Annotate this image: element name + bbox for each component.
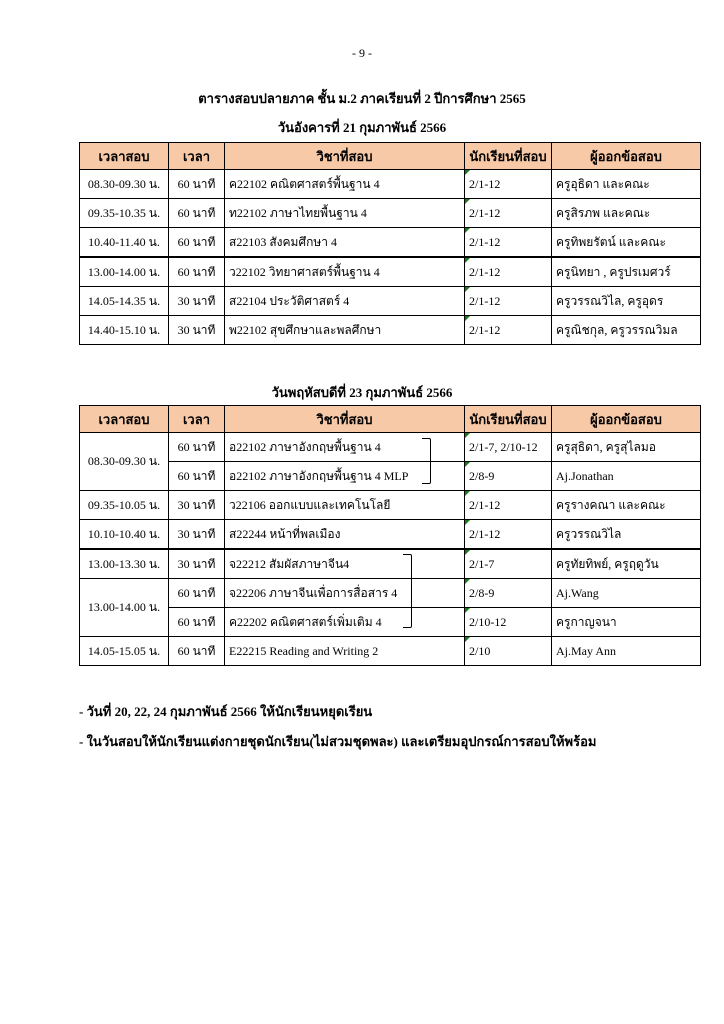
duration: 60 นาที bbox=[169, 170, 225, 199]
students: 2/1-12 bbox=[465, 228, 552, 258]
duration: 30 นาที bbox=[169, 520, 225, 550]
table-row bbox=[80, 228, 701, 258]
exam-time: 14.05-14.35 น. bbox=[80, 287, 169, 316]
subject: อ22102 ภาษาอังกฤษพื้นฐาน 4 bbox=[225, 433, 465, 462]
students: 2/1-12 bbox=[465, 170, 552, 199]
exam-time: 08.30-09.30 น. bbox=[80, 433, 169, 491]
header-examiner: ผู้ออกข้อสอบ bbox=[552, 143, 701, 170]
table-row bbox=[80, 608, 701, 637]
examiner: ครูนิทยา , ครูปรเมศวร์ bbox=[552, 257, 701, 287]
table-row bbox=[80, 257, 701, 287]
table-row bbox=[80, 287, 701, 316]
table-row bbox=[80, 549, 701, 579]
header-exam-time: เวลาสอบ bbox=[80, 143, 169, 170]
duration: 30 นาที bbox=[169, 287, 225, 316]
students: 2/1-7, 2/10-12 bbox=[465, 433, 552, 462]
subject: ว22102 วิทยาศาสตร์พื้นฐาน 4 bbox=[225, 257, 465, 287]
header-exam-time: เวลาสอบ bbox=[80, 406, 169, 433]
subject: ส22104 ประวัติศาสตร์ 4 bbox=[225, 287, 465, 316]
students: 2/1-12 bbox=[465, 316, 552, 345]
table-row bbox=[80, 462, 701, 491]
duration: 60 นาที bbox=[169, 257, 225, 287]
page-number: - 9 - bbox=[352, 46, 372, 60]
day2-table bbox=[79, 405, 701, 666]
exam-time: 09.35-10.05 น. bbox=[80, 491, 169, 520]
exam-time: 10.40-11.40 น. bbox=[80, 228, 169, 258]
header-subject: วิชาที่สอบ bbox=[225, 143, 465, 170]
examiner: ครูรางคณา และคณะ bbox=[552, 491, 701, 520]
table-row bbox=[80, 579, 701, 608]
students: 2/1-12 bbox=[465, 520, 552, 550]
table-row bbox=[80, 316, 701, 345]
note-uniform: - ในวันสอบให้นักเรียนแต่งกายชุดนักเรียน(ไม่สวมชุดพละ) และเตรียมอุปกรณ์การสอบให้พร้อม bbox=[79, 734, 597, 749]
subject: จ22212 สัมผัสภาษาจีน4 bbox=[225, 549, 465, 579]
header-duration: เวลา bbox=[169, 406, 225, 433]
duration: 30 นาที bbox=[169, 491, 225, 520]
students: 2/1-7 bbox=[465, 549, 552, 579]
header-students: นักเรียนที่สอบ bbox=[465, 143, 552, 170]
table-header-row bbox=[80, 406, 701, 433]
table-row bbox=[80, 520, 701, 550]
students: 2/10-12 bbox=[465, 608, 552, 637]
exam-time: 10.10-10.40 น. bbox=[80, 520, 169, 550]
header-duration: เวลา bbox=[169, 143, 225, 170]
subject: จ22206 ภาษาจีนเพื่อการสื่อสาร 4 bbox=[225, 579, 465, 608]
students: 2/1-12 bbox=[465, 199, 552, 228]
examiner: Aj.May Ann bbox=[552, 637, 701, 666]
duration: 60 นาที bbox=[169, 462, 225, 491]
subject: ส22244 หน้าที่พลเมือง bbox=[225, 520, 465, 550]
exam-time: 14.05-15.05 น. bbox=[80, 637, 169, 666]
duration: 60 นาที bbox=[169, 199, 225, 228]
examiner: ครูวรรณวิไล bbox=[552, 520, 701, 550]
duration: 30 นาที bbox=[169, 549, 225, 579]
subject: พ22102 สุขศึกษาและพลศึกษา bbox=[225, 316, 465, 345]
table-header-row bbox=[80, 143, 701, 170]
header-students: นักเรียนที่สอบ bbox=[465, 406, 552, 433]
duration: 60 นาที bbox=[169, 637, 225, 666]
duration: 60 นาที bbox=[169, 579, 225, 608]
subject: E22215 Reading and Writing 2 bbox=[225, 637, 465, 666]
duration: 60 นาที bbox=[169, 433, 225, 462]
examiner: ครูอุธิดา และคณะ bbox=[552, 170, 701, 199]
table-row bbox=[80, 491, 701, 520]
students: 2/1-12 bbox=[465, 257, 552, 287]
subject: ว22106 ออกแบบและเทคโนโลยี bbox=[225, 491, 465, 520]
header-subject: วิชาที่สอบ bbox=[225, 406, 465, 433]
page-title: ตารางสอบปลายภาค ชั้น ม.2 ภาคเรียนที่ 2 ปีการศึกษา 2565 bbox=[198, 91, 526, 106]
examiner: ครูทิพยรัตน์ และคณะ bbox=[552, 228, 701, 258]
examiner: ครูสิรภพ และคณะ bbox=[552, 199, 701, 228]
subject: ส22103 สังคมศึกษา 4 bbox=[225, 228, 465, 258]
students: 2/8-9 bbox=[465, 579, 552, 608]
duration: 60 นาที bbox=[169, 228, 225, 258]
examiner: ครูวรรณวิไล, ครูอุดร bbox=[552, 287, 701, 316]
students: 2/1-12 bbox=[465, 287, 552, 316]
table-row bbox=[80, 637, 701, 666]
examiner: ครูกาญจนา bbox=[552, 608, 701, 637]
students: 2/10 bbox=[465, 637, 552, 666]
chinese-math-group-bracket bbox=[403, 554, 412, 628]
students: 2/8-9 bbox=[465, 462, 552, 491]
examiner: ครูทัยทิพย์, ครูฤดูวัน bbox=[552, 549, 701, 579]
exam-time: 09.35-10.35 น. bbox=[80, 199, 169, 228]
table-row bbox=[80, 199, 701, 228]
exam-time: 13.00-14.00 น. bbox=[80, 579, 169, 637]
note-holiday: - วันที่ 20, 22, 24 กุมภาพันธ์ 2566 ให้นักเรียนหยุดเรียน bbox=[79, 704, 373, 719]
day1-title: วันอังคารที่ 21 กุมภาพันธ์ 2566 bbox=[277, 120, 447, 135]
examiner: ครูสุธิดา, ครูสุไลมอ bbox=[552, 433, 701, 462]
exam-time: 14.40-15.10 น. bbox=[80, 316, 169, 345]
examiner: Aj.Jonathan bbox=[552, 462, 701, 491]
table-row bbox=[80, 170, 701, 199]
subject: ค22102 คณิตศาสตร์พื้นฐาน 4 bbox=[225, 170, 465, 199]
english-group-bracket bbox=[422, 438, 431, 484]
examiner: ครูณิชกุล, ครูวรรณวิมล bbox=[552, 316, 701, 345]
students: 2/1-12 bbox=[465, 491, 552, 520]
day2-title: วันพฤหัสบดีที่ 23 กุมภาพันธ์ 2566 bbox=[271, 385, 453, 400]
exam-time: 08.30-09.30 น. bbox=[80, 170, 169, 199]
subject: ค22202 คณิตศาสตร์เพิ่มเติม 4 bbox=[225, 608, 465, 637]
header-examiner: ผู้ออกข้อสอบ bbox=[552, 406, 701, 433]
table-row bbox=[80, 433, 701, 462]
examiner: Aj.Wang bbox=[552, 579, 701, 608]
day1-table bbox=[79, 142, 701, 345]
exam-time: 13.00-14.00 น. bbox=[80, 257, 169, 287]
subject: อ22102 ภาษาอังกฤษพื้นฐาน 4 MLP bbox=[225, 462, 465, 491]
exam-time: 13.00-13.30 น. bbox=[80, 549, 169, 579]
duration: 60 นาที bbox=[169, 608, 225, 637]
duration: 30 นาที bbox=[169, 316, 225, 345]
subject: ท22102 ภาษาไทยพื้นฐาน 4 bbox=[225, 199, 465, 228]
